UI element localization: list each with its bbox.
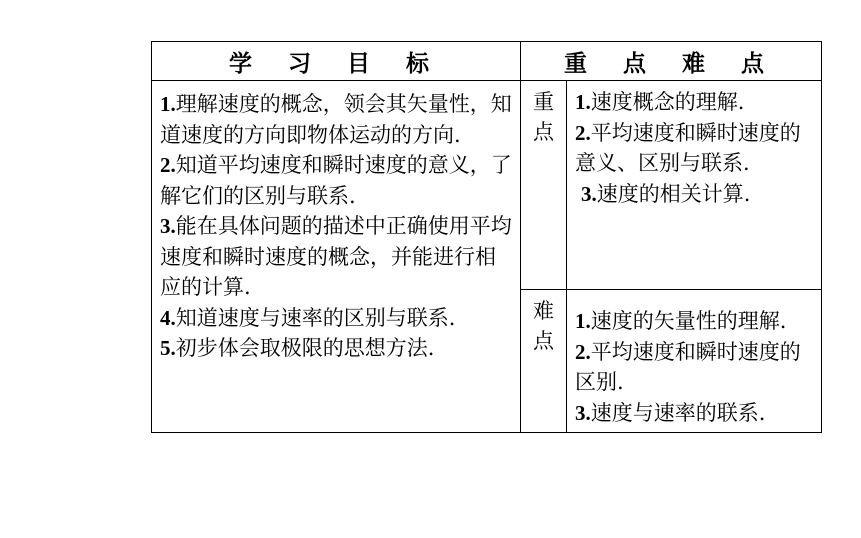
- key-label-char-1: 重: [533, 90, 554, 114]
- difficult-point-item: [575, 337, 817, 398]
- difficult-point-text: 速度与速率的联系.: [590, 400, 766, 425]
- goal-text: 理解速度的概念，领会其矢量性，知道速度的方向即物体运动的方向.: [160, 92, 512, 147]
- key-point-number: 1.: [575, 90, 591, 114]
- key-point-number: 2.: [575, 120, 591, 145]
- header-row: [152, 42, 822, 81]
- goal-text: 知道平均速度和瞬时速度的意义，了解它们的区别与联系.: [160, 153, 512, 208]
- difficult-points-label: [521, 290, 567, 433]
- key-row: [152, 81, 822, 290]
- points-header: 重 点 难 点: [521, 42, 822, 81]
- goal-number: 3.: [160, 214, 176, 238]
- goal-item: [160, 333, 514, 364]
- goal-item: [160, 211, 514, 303]
- goal-text: 知道速度与速率的区别与联系.: [175, 305, 456, 330]
- key-point-item: [575, 87, 817, 118]
- difficult-label-char-1: 难: [533, 299, 554, 323]
- difficult-point-number: 1.: [575, 309, 591, 333]
- goals-header: 学 习 目 标: [152, 42, 521, 81]
- key-point-text: 速度的相关计算.: [596, 181, 751, 206]
- key-points-cell: [567, 81, 822, 290]
- goal-text: 初步体会取极限的思想方法.: [175, 336, 435, 360]
- key-point-number: 3.: [581, 181, 597, 206]
- goal-number: 4.: [160, 305, 176, 330]
- goal-number: 1.: [160, 92, 176, 116]
- difficult-point-text: 速度的矢量性的理解.: [590, 309, 787, 333]
- difficult-point-text: 平均速度和瞬时速度的区别.: [575, 339, 801, 394]
- key-point-text: 速度概念的理解.: [590, 90, 745, 114]
- key-point-item: [575, 179, 817, 210]
- key-points-label: [521, 81, 567, 290]
- goal-number: 5.: [160, 336, 176, 360]
- difficult-point-number: 2.: [575, 339, 591, 364]
- objectives-table: [151, 41, 822, 433]
- key-point-text: 平均速度和瞬时速度的意义、区别与联系.: [575, 120, 801, 175]
- goal-item: [160, 303, 514, 334]
- goal-item: [160, 150, 514, 211]
- difficult-points-cell: [567, 290, 822, 433]
- difficult-point-number: 3.: [575, 400, 591, 425]
- key-label-char-2: 点: [533, 120, 554, 144]
- difficult-label-char-2: 点: [533, 329, 554, 353]
- learning-goals-cell: [152, 81, 521, 433]
- goal-number: 2.: [160, 153, 176, 177]
- difficult-point-item: [575, 306, 817, 337]
- difficult-point-item: [575, 398, 817, 429]
- goal-text: 能在具体问题的描述中正确使用平均速度和瞬时速度的概念，并能进行相应的计算.: [160, 214, 512, 299]
- goal-item: [160, 89, 514, 150]
- key-point-item: [575, 118, 817, 179]
